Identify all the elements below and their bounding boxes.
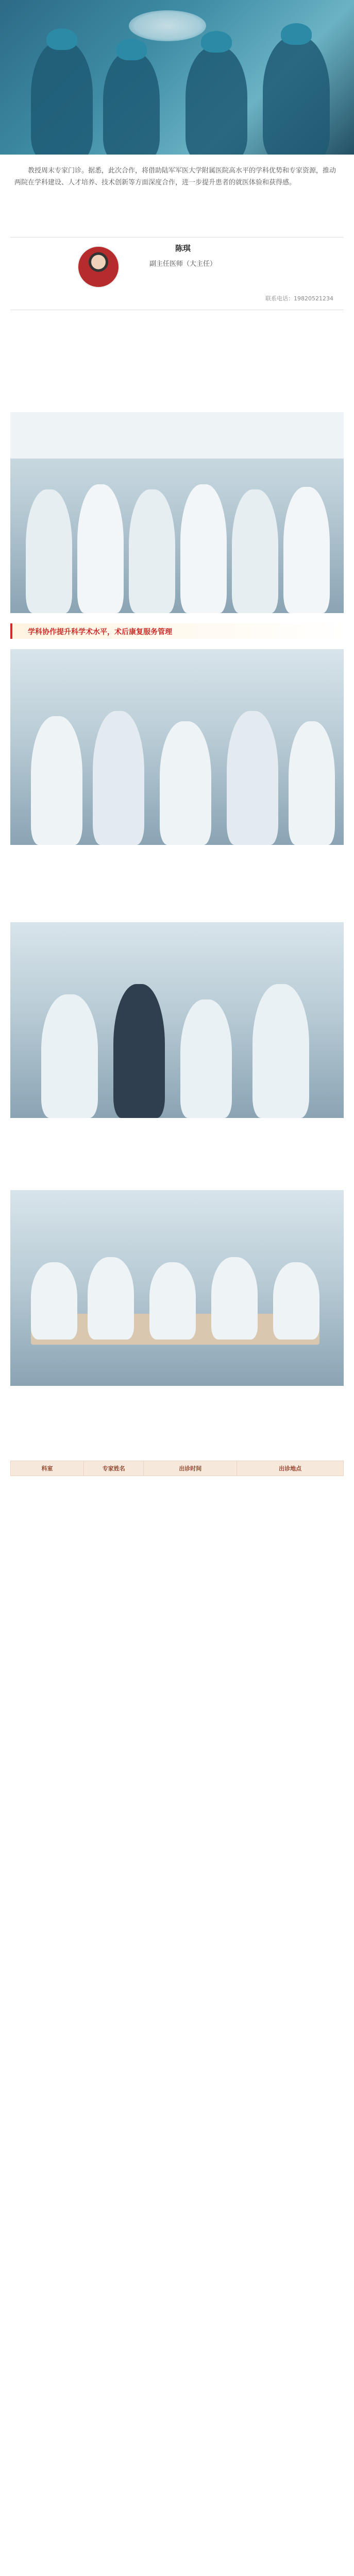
doctor-name: 陈琪	[175, 244, 191, 253]
schedule-table	[10, 1461, 344, 1476]
surgeon-figure	[263, 36, 330, 155]
header-dept: 科室	[11, 1461, 84, 1476]
section-title: 学科协作提升科学术水平，术后康复服务管理	[28, 628, 172, 636]
surgeon-figure	[31, 41, 93, 155]
doctor-title: 副主任医师（大主任）	[149, 260, 217, 268]
surgical-lamp	[129, 10, 206, 41]
header-doctor: 专家姓名	[84, 1461, 144, 1476]
clinic-schedule-table	[10, 1461, 344, 1476]
surgery-hero-image	[0, 0, 354, 155]
surgeon-cap	[116, 39, 147, 60]
surgeon-cap	[201, 31, 232, 53]
header-time: 出诊时间	[144, 1461, 237, 1476]
consultation-photo	[10, 649, 344, 845]
header-place: 出诊地点	[237, 1461, 344, 1476]
surgeon-figure	[103, 52, 160, 155]
ward-rounds-photo	[10, 922, 344, 1118]
surgeon-cap	[46, 28, 77, 50]
hospital-team-photo	[10, 412, 344, 613]
meeting-photo	[10, 1190, 344, 1386]
surgeon-figure	[186, 46, 247, 155]
doctor-card	[10, 237, 344, 310]
intro-paragraph: 教授周末专家门诊。据悉，此次合作，将借助陆军军医大学附属医院高水平的学科优势和专家资源，推动两院在学科建设、人才培养、技术创新等方面深度合作，进一步提升患者的就医体验和获得感。	[14, 167, 336, 187]
doctor-avatar	[77, 246, 120, 288]
doctor-phone: 联系电话：19820521234	[265, 295, 333, 302]
table-header-row	[11, 1461, 344, 1476]
surgeon-cap	[281, 23, 312, 45]
section-title-banner	[10, 623, 346, 639]
